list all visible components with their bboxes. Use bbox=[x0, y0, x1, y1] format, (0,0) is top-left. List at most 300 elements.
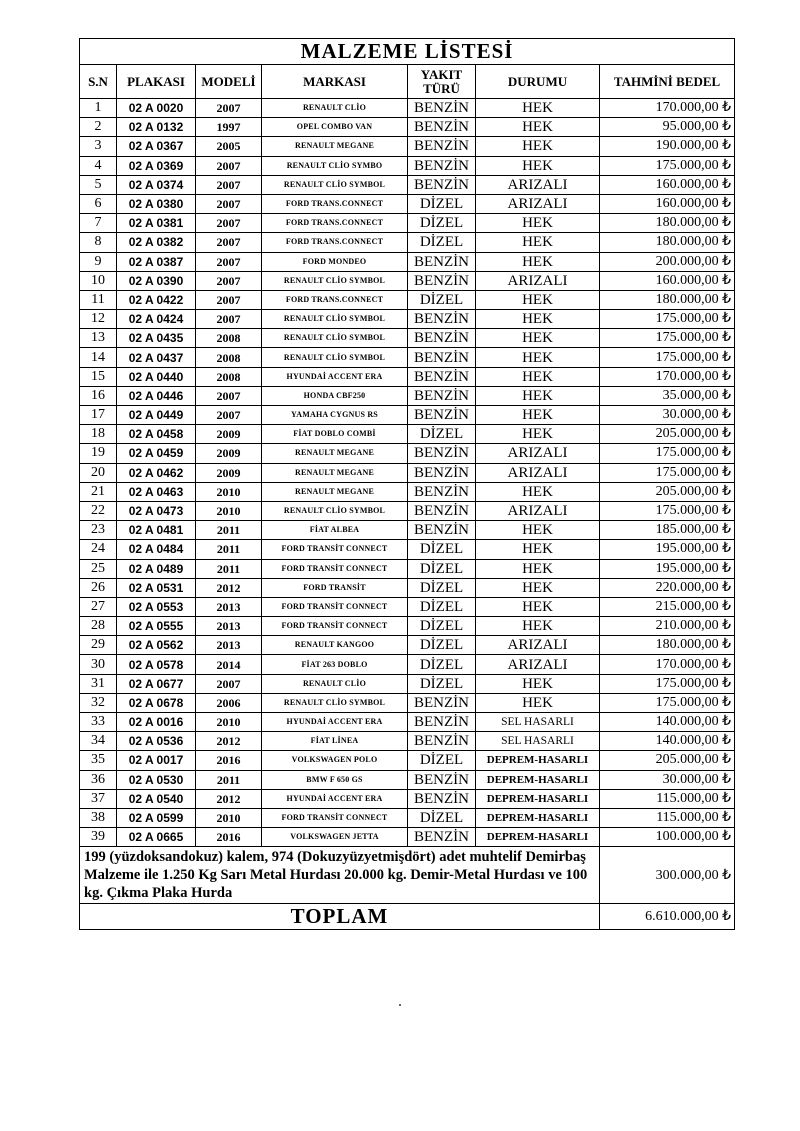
cell-price: 190.000,00 ₺ bbox=[600, 137, 735, 156]
cell-plate: 02 A 0578 bbox=[117, 655, 196, 674]
cell-price: 205.000,00 ₺ bbox=[600, 425, 735, 444]
cell-price: 170.000,00 ₺ bbox=[600, 99, 735, 118]
cell-model: 2007 bbox=[196, 233, 262, 252]
header-row bbox=[80, 65, 735, 99]
cell-fuel: DİZEL bbox=[408, 674, 476, 693]
cell-price: 205.000,00 ₺ bbox=[600, 751, 735, 770]
cell-status: HEK bbox=[476, 214, 600, 233]
cell-sn: 7 bbox=[80, 214, 117, 233]
table-row bbox=[80, 310, 735, 329]
cell-model: 2007 bbox=[196, 406, 262, 425]
cell-fuel: BENZİN bbox=[408, 329, 476, 348]
cell-model: 2007 bbox=[196, 290, 262, 309]
table-row bbox=[80, 348, 735, 367]
cell-brand: RENAULT MEGANE bbox=[262, 482, 408, 501]
cell-plate: 02 A 0132 bbox=[117, 118, 196, 137]
cell-sn: 35 bbox=[80, 751, 117, 770]
cell-price: 185.000,00 ₺ bbox=[600, 521, 735, 540]
cell-status: HEK bbox=[476, 252, 600, 271]
cell-status: HEK bbox=[476, 329, 600, 348]
cell-price: 160.000,00 ₺ bbox=[600, 271, 735, 290]
cell-model: 2007 bbox=[196, 252, 262, 271]
rows-body bbox=[80, 99, 735, 847]
cell-status: HEK bbox=[476, 348, 600, 367]
note-row bbox=[80, 847, 735, 904]
page-title: MALZEME LİSTESİ bbox=[80, 39, 735, 65]
cell-plate: 02 A 0424 bbox=[117, 310, 196, 329]
cell-model: 2013 bbox=[196, 636, 262, 655]
cell-price: 205.000,00 ₺ bbox=[600, 482, 735, 501]
cell-sn: 32 bbox=[80, 693, 117, 712]
cell-status: ARIZALI bbox=[476, 655, 600, 674]
cell-brand: FİAT DOBLO COMBİ bbox=[262, 425, 408, 444]
cell-brand: RENAULT KANGOO bbox=[262, 636, 408, 655]
header-price: TAHMİNİ BEDEL bbox=[600, 65, 735, 99]
cell-sn: 30 bbox=[80, 655, 117, 674]
cell-model: 2007 bbox=[196, 386, 262, 405]
cell-price: 200.000,00 ₺ bbox=[600, 252, 735, 271]
cell-sn: 16 bbox=[80, 386, 117, 405]
cell-brand: FORD TRANSİT CONNECT bbox=[262, 597, 408, 616]
cell-plate: 02 A 0665 bbox=[117, 828, 196, 847]
cell-plate: 02 A 0536 bbox=[117, 732, 196, 751]
cell-sn: 24 bbox=[80, 540, 117, 559]
cell-model: 2010 bbox=[196, 713, 262, 732]
cell-model: 2016 bbox=[196, 828, 262, 847]
table-row bbox=[80, 252, 735, 271]
cell-status: HEK bbox=[476, 310, 600, 329]
cell-plate: 02 A 0463 bbox=[117, 482, 196, 501]
cell-brand: RENAULT CLİO bbox=[262, 674, 408, 693]
cell-plate: 02 A 0020 bbox=[117, 99, 196, 118]
cell-brand: FORD TRANS.CONNECT bbox=[262, 290, 408, 309]
cell-plate: 02 A 0382 bbox=[117, 233, 196, 252]
cell-sn: 31 bbox=[80, 674, 117, 693]
cell-plate: 02 A 0446 bbox=[117, 386, 196, 405]
cell-status: SEL HASARLI bbox=[476, 732, 600, 751]
cell-brand: HYUNDAİ ACCENT ERA bbox=[262, 789, 408, 808]
cell-model: 2012 bbox=[196, 789, 262, 808]
table-row bbox=[80, 597, 735, 616]
cell-sn: 29 bbox=[80, 636, 117, 655]
table-row bbox=[80, 521, 735, 540]
cell-model: 2013 bbox=[196, 597, 262, 616]
table-row bbox=[80, 789, 735, 808]
cell-price: 175.000,00 ₺ bbox=[600, 310, 735, 329]
cell-brand: FORD TRANSİT CONNECT bbox=[262, 559, 408, 578]
cell-brand: RENAULT CLİO SYMBOL bbox=[262, 501, 408, 520]
cell-plate: 02 A 0489 bbox=[117, 559, 196, 578]
cell-sn: 1 bbox=[80, 99, 117, 118]
cell-status: SEL HASARLI bbox=[476, 713, 600, 732]
cell-plate: 02 A 0553 bbox=[117, 597, 196, 616]
table-row bbox=[80, 655, 735, 674]
cell-brand: FORD TRANSİT CONNECT bbox=[262, 540, 408, 559]
cell-model: 2008 bbox=[196, 367, 262, 386]
cell-fuel: BENZİN bbox=[408, 444, 476, 463]
cell-status: HEK bbox=[476, 540, 600, 559]
cell-status: ARIZALI bbox=[476, 444, 600, 463]
cell-price: 180.000,00 ₺ bbox=[600, 233, 735, 252]
cell-sn: 8 bbox=[80, 233, 117, 252]
cell-fuel: DİZEL bbox=[408, 425, 476, 444]
cell-fuel: BENZİN bbox=[408, 482, 476, 501]
cell-model: 2009 bbox=[196, 444, 262, 463]
cell-price: 160.000,00 ₺ bbox=[600, 175, 735, 194]
table-row bbox=[80, 118, 735, 137]
cell-model: 2009 bbox=[196, 425, 262, 444]
table-row bbox=[80, 137, 735, 156]
table-row bbox=[80, 271, 735, 290]
cell-brand: RENAULT CLİO SYMBO bbox=[262, 156, 408, 175]
cell-status: DEPREM-HASARLI bbox=[476, 808, 600, 827]
cell-status: ARIZALI bbox=[476, 175, 600, 194]
cell-plate: 02 A 0440 bbox=[117, 367, 196, 386]
cell-plate: 02 A 0380 bbox=[117, 194, 196, 213]
cell-status: HEK bbox=[476, 137, 600, 156]
cell-fuel: DİZEL bbox=[408, 214, 476, 233]
cell-fuel: BENZİN bbox=[408, 789, 476, 808]
cell-sn: 33 bbox=[80, 713, 117, 732]
cell-brand: RENAULT MEGANE bbox=[262, 137, 408, 156]
cell-sn: 22 bbox=[80, 501, 117, 520]
cell-model: 2007 bbox=[196, 674, 262, 693]
cell-brand: FORD MONDEO bbox=[262, 252, 408, 271]
cell-plate: 02 A 0599 bbox=[117, 808, 196, 827]
cell-price: 195.000,00 ₺ bbox=[600, 540, 735, 559]
header-fuel bbox=[408, 65, 476, 99]
cell-plate: 02 A 0381 bbox=[117, 214, 196, 233]
cell-fuel: BENZİN bbox=[408, 156, 476, 175]
cell-sn: 18 bbox=[80, 425, 117, 444]
cell-fuel: DİZEL bbox=[408, 578, 476, 597]
cell-model: 2007 bbox=[196, 99, 262, 118]
cell-brand: BMW F 650 GS bbox=[262, 770, 408, 789]
cell-fuel: BENZİN bbox=[408, 770, 476, 789]
cell-model: 2007 bbox=[196, 310, 262, 329]
cell-price: 175.000,00 ₺ bbox=[600, 348, 735, 367]
cell-plate: 02 A 0369 bbox=[117, 156, 196, 175]
cell-brand: YAMAHA CYGNUS RS bbox=[262, 406, 408, 425]
cell-plate: 02 A 0458 bbox=[117, 425, 196, 444]
cell-fuel: BENZİN bbox=[408, 713, 476, 732]
cell-price: 220.000,00 ₺ bbox=[600, 578, 735, 597]
cell-model: 2006 bbox=[196, 693, 262, 712]
header-fuel-line2: TÜRÜ bbox=[423, 80, 460, 96]
cell-status: ARIZALI bbox=[476, 501, 600, 520]
cell-price: 170.000,00 ₺ bbox=[600, 367, 735, 386]
cell-brand: RENAULT MEGANE bbox=[262, 463, 408, 482]
cell-brand: HYUNDAİ ACCENT ERA bbox=[262, 713, 408, 732]
cell-status: HEK bbox=[476, 674, 600, 693]
cell-sn: 19 bbox=[80, 444, 117, 463]
cell-sn: 6 bbox=[80, 194, 117, 213]
cell-model: 2007 bbox=[196, 271, 262, 290]
cell-fuel: BENZİN bbox=[408, 137, 476, 156]
cell-price: 175.000,00 ₺ bbox=[600, 693, 735, 712]
cell-fuel: BENZİN bbox=[408, 271, 476, 290]
cell-status: HEK bbox=[476, 118, 600, 137]
cell-brand: HYUNDAİ ACCENT ERA bbox=[262, 367, 408, 386]
cell-sn: 20 bbox=[80, 463, 117, 482]
table-row bbox=[80, 425, 735, 444]
cell-model: 2010 bbox=[196, 808, 262, 827]
table-row bbox=[80, 751, 735, 770]
cell-model: 2011 bbox=[196, 521, 262, 540]
table-row bbox=[80, 290, 735, 309]
cell-price: 180.000,00 ₺ bbox=[600, 290, 735, 309]
cell-price: 170.000,00 ₺ bbox=[600, 655, 735, 674]
cell-fuel: DİZEL bbox=[408, 617, 476, 636]
cell-sn: 2 bbox=[80, 118, 117, 137]
cell-model: 2012 bbox=[196, 732, 262, 751]
cell-model: 2011 bbox=[196, 540, 262, 559]
cell-fuel: DİZEL bbox=[408, 559, 476, 578]
cell-sn: 15 bbox=[80, 367, 117, 386]
cell-brand: RENAULT CLİO SYMBOL bbox=[262, 271, 408, 290]
cell-brand: FORD TRANS.CONNECT bbox=[262, 194, 408, 213]
cell-plate: 02 A 0484 bbox=[117, 540, 196, 559]
cell-fuel: DİZEL bbox=[408, 233, 476, 252]
cell-brand: FORD TRANSİT CONNECT bbox=[262, 808, 408, 827]
cell-sn: 39 bbox=[80, 828, 117, 847]
cell-status: HEK bbox=[476, 425, 600, 444]
cell-brand: FİAT LİNEA bbox=[262, 732, 408, 751]
cell-fuel: BENZİN bbox=[408, 386, 476, 405]
cell-model: 2013 bbox=[196, 617, 262, 636]
cell-price: 175.000,00 ₺ bbox=[600, 674, 735, 693]
cell-price: 100.000,00 ₺ bbox=[600, 828, 735, 847]
table-row bbox=[80, 674, 735, 693]
cell-fuel: BENZİN bbox=[408, 732, 476, 751]
table-row bbox=[80, 156, 735, 175]
cell-status: HEK bbox=[476, 233, 600, 252]
table-row bbox=[80, 693, 735, 712]
header-status: DURUMU bbox=[476, 65, 600, 99]
cell-status: HEK bbox=[476, 156, 600, 175]
cell-status: DEPREM-HASARLI bbox=[476, 828, 600, 847]
table-row bbox=[80, 444, 735, 463]
cell-sn: 21 bbox=[80, 482, 117, 501]
cell-plate: 02 A 0459 bbox=[117, 444, 196, 463]
cell-brand: RENAULT CLİO SYMBOL bbox=[262, 329, 408, 348]
cell-fuel: DİZEL bbox=[408, 655, 476, 674]
cell-sn: 14 bbox=[80, 348, 117, 367]
cell-price: 30.000,00 ₺ bbox=[600, 406, 735, 425]
cell-price: 195.000,00 ₺ bbox=[600, 559, 735, 578]
cell-sn: 38 bbox=[80, 808, 117, 827]
cell-sn: 27 bbox=[80, 597, 117, 616]
table-row bbox=[80, 578, 735, 597]
cell-plate: 02 A 0540 bbox=[117, 789, 196, 808]
table-row bbox=[80, 540, 735, 559]
cell-price: 210.000,00 ₺ bbox=[600, 617, 735, 636]
table-row bbox=[80, 828, 735, 847]
cell-price: 175.000,00 ₺ bbox=[600, 463, 735, 482]
cell-brand: FORD TRANS.CONNECT bbox=[262, 214, 408, 233]
cell-status: HEK bbox=[476, 367, 600, 386]
table-row bbox=[80, 175, 735, 194]
table-row bbox=[80, 367, 735, 386]
cell-brand: RENAULT CLİO SYMBOL bbox=[262, 348, 408, 367]
cell-model: 2007 bbox=[196, 194, 262, 213]
cell-fuel: BENZİN bbox=[408, 99, 476, 118]
cell-model: 2010 bbox=[196, 501, 262, 520]
table-row bbox=[80, 214, 735, 233]
cell-plate: 02 A 0387 bbox=[117, 252, 196, 271]
cell-model: 2005 bbox=[196, 137, 262, 156]
header-plate: PLAKASI bbox=[117, 65, 196, 99]
cell-brand: RENAULT CLİO bbox=[262, 99, 408, 118]
cell-sn: 5 bbox=[80, 175, 117, 194]
cell-plate: 02 A 0677 bbox=[117, 674, 196, 693]
cell-plate: 02 A 0374 bbox=[117, 175, 196, 194]
cell-status: DEPREM-HASARLI bbox=[476, 789, 600, 808]
cell-plate: 02 A 0555 bbox=[117, 617, 196, 636]
cell-brand: RENAULT CLİO SYMBOL bbox=[262, 693, 408, 712]
cell-model: 2012 bbox=[196, 578, 262, 597]
cell-fuel: DİZEL bbox=[408, 194, 476, 213]
cell-status: ARIZALI bbox=[476, 463, 600, 482]
cell-model: 2011 bbox=[196, 559, 262, 578]
table-row bbox=[80, 501, 735, 520]
cell-fuel: DİZEL bbox=[408, 290, 476, 309]
cell-sn: 12 bbox=[80, 310, 117, 329]
cell-model: 2007 bbox=[196, 156, 262, 175]
cell-plate: 02 A 0530 bbox=[117, 770, 196, 789]
cell-price: 115.000,00 ₺ bbox=[600, 789, 735, 808]
cell-fuel: DİZEL bbox=[408, 597, 476, 616]
cell-sn: 34 bbox=[80, 732, 117, 751]
cell-model: 2008 bbox=[196, 348, 262, 367]
cell-fuel: DİZEL bbox=[408, 751, 476, 770]
cell-plate: 02 A 0562 bbox=[117, 636, 196, 655]
cell-price: 115.000,00 ₺ bbox=[600, 808, 735, 827]
total-price: 6.610.000,00 ₺ bbox=[600, 904, 735, 930]
cell-price: 160.000,00 ₺ bbox=[600, 194, 735, 213]
cell-sn: 9 bbox=[80, 252, 117, 271]
cell-model: 1997 bbox=[196, 118, 262, 137]
cell-model: 2007 bbox=[196, 214, 262, 233]
cell-brand: FİAT 263 DOBLO bbox=[262, 655, 408, 674]
cell-price: 95.000,00 ₺ bbox=[600, 118, 735, 137]
cell-sn: 13 bbox=[80, 329, 117, 348]
cell-fuel: BENZİN bbox=[408, 406, 476, 425]
cell-status: HEK bbox=[476, 521, 600, 540]
cell-price: 175.000,00 ₺ bbox=[600, 444, 735, 463]
cell-status: HEK bbox=[476, 482, 600, 501]
table-row bbox=[80, 770, 735, 789]
cell-sn: 11 bbox=[80, 290, 117, 309]
header-fuel-line1: YAKIT bbox=[420, 66, 463, 82]
cell-sn: 17 bbox=[80, 406, 117, 425]
cell-price: 35.000,00 ₺ bbox=[600, 386, 735, 405]
note-text: 199 (yüzdoksandokuz) kalem, 974 (Dokuzyüzyetmişdört) adet muhtelif Demirbaş Malzeme ile 1.250 Kg Sarı Metal Hurdası 20.000 kg. Demir-Metal Hurdası ve 100 kg. Çıkma Plaka Hurda bbox=[80, 847, 600, 904]
total-label: TOPLAM bbox=[80, 904, 600, 930]
cell-status: ARIZALI bbox=[476, 194, 600, 213]
cell-sn: 26 bbox=[80, 578, 117, 597]
cell-fuel: BENZİN bbox=[408, 175, 476, 194]
cell-fuel: BENZİN bbox=[408, 501, 476, 520]
cell-plate: 02 A 0016 bbox=[117, 713, 196, 732]
cell-model: 2016 bbox=[196, 751, 262, 770]
cell-brand: RENAULT CLİO SYMBOL bbox=[262, 310, 408, 329]
cell-plate: 02 A 0678 bbox=[117, 693, 196, 712]
cell-plate: 02 A 0437 bbox=[117, 348, 196, 367]
cell-price: 30.000,00 ₺ bbox=[600, 770, 735, 789]
cell-sn: 28 bbox=[80, 617, 117, 636]
cell-price: 175.000,00 ₺ bbox=[600, 156, 735, 175]
table-row bbox=[80, 808, 735, 827]
cell-model: 2014 bbox=[196, 655, 262, 674]
cell-status: HEK bbox=[476, 597, 600, 616]
cell-price: 175.000,00 ₺ bbox=[600, 501, 735, 520]
cell-status: ARIZALI bbox=[476, 636, 600, 655]
cell-plate: 02 A 0390 bbox=[117, 271, 196, 290]
cell-status: HEK bbox=[476, 578, 600, 597]
cell-plate: 02 A 0473 bbox=[117, 501, 196, 520]
cell-brand: RENAULT MEGANE bbox=[262, 444, 408, 463]
cell-brand: HONDA CBF250 bbox=[262, 386, 408, 405]
cell-price: 180.000,00 ₺ bbox=[600, 636, 735, 655]
cell-plate: 02 A 0367 bbox=[117, 137, 196, 156]
cell-status: ARIZALI bbox=[476, 271, 600, 290]
cell-brand: VOLKSWAGEN JETTA bbox=[262, 828, 408, 847]
cell-plate: 02 A 0435 bbox=[117, 329, 196, 348]
cell-status: HEK bbox=[476, 99, 600, 118]
cell-sn: 23 bbox=[80, 521, 117, 540]
cell-fuel: DİZEL bbox=[408, 636, 476, 655]
table-row bbox=[80, 386, 735, 405]
cell-model: 2011 bbox=[196, 770, 262, 789]
header-sn: S.N bbox=[80, 65, 117, 99]
table-row bbox=[80, 99, 735, 118]
title-row bbox=[80, 39, 735, 65]
cell-brand: OPEL COMBO VAN bbox=[262, 118, 408, 137]
cell-fuel: BENZİN bbox=[408, 310, 476, 329]
cell-status: HEK bbox=[476, 693, 600, 712]
cell-brand: RENAULT CLİO SYMBOL bbox=[262, 175, 408, 194]
cell-fuel: BENZİN bbox=[408, 348, 476, 367]
cell-sn: 10 bbox=[80, 271, 117, 290]
table-row bbox=[80, 463, 735, 482]
cell-status: HEK bbox=[476, 386, 600, 405]
cell-fuel: BENZİN bbox=[408, 118, 476, 137]
cell-price: 175.000,00 ₺ bbox=[600, 329, 735, 348]
cell-sn: 4 bbox=[80, 156, 117, 175]
cell-fuel: BENZİN bbox=[408, 693, 476, 712]
cell-plate: 02 A 0531 bbox=[117, 578, 196, 597]
cell-fuel: BENZİN bbox=[408, 463, 476, 482]
cell-fuel: DİZEL bbox=[408, 540, 476, 559]
cell-brand: FORD TRANS.CONNECT bbox=[262, 233, 408, 252]
table-row bbox=[80, 559, 735, 578]
scan-speck bbox=[399, 1004, 401, 1006]
cell-price: 180.000,00 ₺ bbox=[600, 214, 735, 233]
cell-model: 2007 bbox=[196, 175, 262, 194]
table-row bbox=[80, 732, 735, 751]
cell-price: 140.000,00 ₺ bbox=[600, 732, 735, 751]
cell-sn: 25 bbox=[80, 559, 117, 578]
cell-plate: 02 A 0481 bbox=[117, 521, 196, 540]
cell-status: HEK bbox=[476, 406, 600, 425]
note-price: 300.000,00 ₺ bbox=[600, 847, 735, 904]
cell-plate: 02 A 0462 bbox=[117, 463, 196, 482]
cell-status: HEK bbox=[476, 290, 600, 309]
table-row bbox=[80, 617, 735, 636]
table-row bbox=[80, 329, 735, 348]
total-row bbox=[80, 904, 735, 930]
